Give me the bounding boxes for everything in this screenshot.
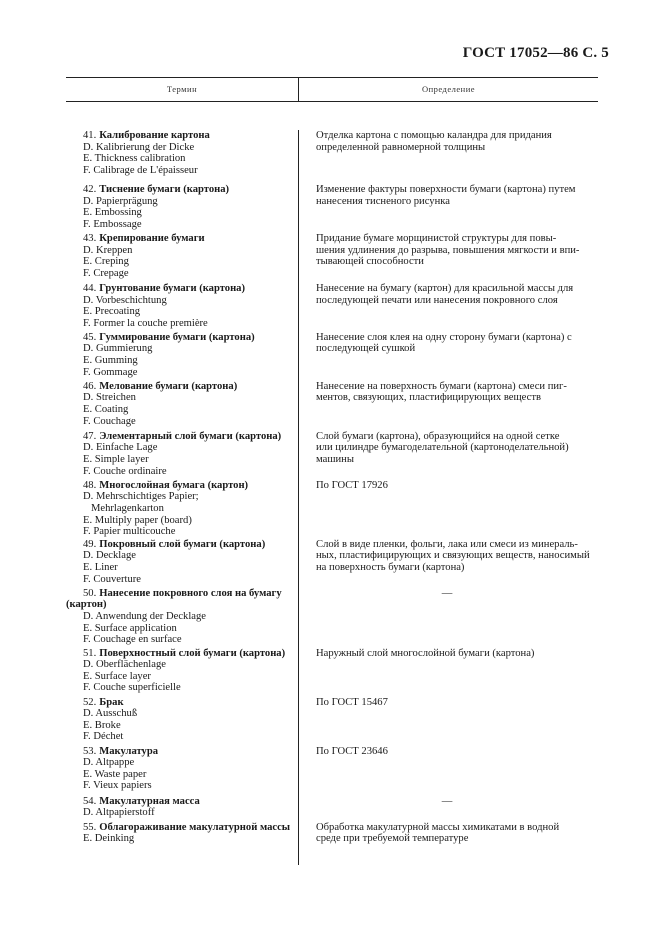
term-french: F. Couchage	[83, 415, 136, 427]
term-russian: Поверхностный слой бумаги (картона)	[99, 647, 286, 659]
term-french: F. Couverture	[83, 573, 141, 585]
term-ru-line	[83, 184, 298, 196]
term-cell	[66, 283, 298, 329]
term-german: D. Kalibrierung der Dicke	[83, 141, 195, 153]
term-entry	[66, 130, 598, 176]
term-entry	[66, 539, 598, 585]
term-number: 48.	[83, 479, 97, 491]
term-russian: Покровный слой бумаги (картона)	[99, 538, 266, 550]
term-number: 46.	[83, 380, 97, 392]
term-cell	[66, 184, 298, 230]
term-german: D. Oberflächenlage	[83, 659, 166, 671]
term-number: 47.	[83, 430, 97, 442]
term-cell	[66, 588, 298, 646]
definition-cell	[298, 431, 598, 477]
definition-cell	[298, 480, 598, 538]
term-ru-line	[83, 648, 298, 660]
term-english: E. Embossing	[83, 207, 142, 219]
term-french: F. Couchage en surface	[83, 634, 182, 646]
definition-line: Слой бумаги (картона), образующийся на одной сетке	[316, 430, 560, 442]
term-english: E. Multiply paper (board)	[83, 514, 192, 526]
definition-cell	[298, 648, 598, 694]
term-german: D. Streichen	[83, 392, 136, 404]
definition-line: нанесения тисненого рисунка	[316, 195, 450, 207]
term-entry	[66, 233, 598, 279]
definition-cell	[298, 822, 598, 845]
definition-cell	[298, 233, 598, 279]
term-german: D. Altpapierstoff	[83, 807, 155, 819]
term-french: F. Gommage	[83, 366, 138, 378]
term-french: F. Former la couche première	[83, 317, 208, 329]
term-ru-line	[83, 130, 298, 142]
term-russian: Облагораживание макулатурной массы	[99, 821, 291, 833]
term-entry	[66, 796, 598, 819]
term-entry	[66, 648, 598, 694]
term-english: E. Waste paper	[83, 768, 147, 780]
term-cell	[66, 539, 298, 585]
term-number: 49.	[83, 538, 97, 550]
term-ru-line	[83, 746, 298, 758]
term-ru-line	[83, 796, 298, 808]
term-german: D. Vorbeschichtung	[83, 294, 167, 306]
definition-line: ментов, связующих, пластифицирующих веществ	[316, 392, 541, 404]
term-german: D. Mehrschichtiges Papier;	[83, 491, 199, 503]
term-ru-line	[83, 381, 298, 393]
term-ru-line	[83, 588, 298, 600]
term-english: E. Liner	[83, 561, 118, 573]
term-russian: Тиснение бумаги (картона)	[99, 183, 230, 195]
term-cell	[66, 796, 298, 819]
definition-line: тывающей способности	[316, 256, 424, 268]
term-entry	[66, 697, 598, 743]
definition-line: Наружный слой многослойной бумаги (картона)	[316, 647, 535, 659]
term-russian-continued: (картон)	[66, 599, 107, 611]
term-number: 55.	[83, 821, 97, 833]
term-cell	[66, 130, 298, 176]
term-english: E. Broke	[83, 719, 121, 731]
term-russian: Калибрование картона	[99, 130, 210, 141]
term-number: 51.	[83, 647, 97, 659]
term-english: E. Deinking	[83, 833, 135, 845]
term-russian: Брак	[99, 696, 124, 708]
definition-cell	[298, 332, 598, 378]
term-entry	[66, 332, 598, 378]
definition-line: —	[441, 587, 453, 599]
term-german: D. Kreppen	[83, 244, 133, 256]
term-number: 45.	[83, 331, 97, 343]
definition-cell	[298, 130, 598, 176]
term-cell	[66, 822, 298, 845]
term-english: E. Surface layer	[83, 670, 151, 682]
term-ru-line	[83, 332, 298, 344]
term-entry	[66, 431, 598, 477]
term-number: 54.	[83, 795, 97, 807]
term-french: F. Couche ordinaire	[83, 465, 167, 477]
term-russian: Элементарный слой бумаги (картона)	[99, 430, 282, 442]
term-english: E. Surface application	[83, 622, 177, 634]
definition-line: или цилиндре бумагоделательной (картоноделательной)	[316, 442, 569, 454]
term-number: 42.	[83, 183, 97, 195]
definition-line: шения удлинения до разрыва, повышения мягкости и впи-	[316, 244, 580, 256]
term-ru-line	[83, 539, 298, 551]
term-entry	[66, 746, 598, 792]
definition-line: ных, пластифицирующих и связующих веществ, наносимый	[316, 550, 590, 562]
term-russian: Многослойная бумага (картон)	[99, 479, 249, 491]
term-english: E. Thickness calibration	[83, 153, 186, 165]
definition-line: Слой в виде пленки, фольги, лака или смеси из минераль-	[316, 538, 578, 550]
term-english: E. Simple layer	[83, 454, 149, 465]
term-russian: Грунтование бумаги (картона)	[99, 282, 246, 294]
term-russian: Нанесение покровного слоя на бумагу	[99, 587, 282, 599]
column-header-definition: Определение	[421, 84, 476, 94]
term-russian: Макулатурная масса	[99, 795, 200, 807]
term-english: E. Precoating	[83, 306, 141, 318]
term-ru-line	[83, 697, 298, 709]
term-cell	[66, 648, 298, 694]
definition-line: определенной равномерной толщины	[316, 141, 486, 153]
term-french: F. Vieux papiers	[83, 780, 152, 792]
term-entry	[66, 588, 598, 646]
term-cell	[66, 332, 298, 378]
definition-line: машины	[316, 454, 354, 465]
table-body	[66, 130, 598, 865]
term-german: D. Einfache Lage	[83, 442, 158, 454]
definition-cell	[298, 283, 598, 329]
definition-line: Нанесение на бумагу (картон) для красильной массы для	[316, 282, 574, 294]
definition-line: Придание бумаге морщинистой структуры для повы-	[316, 232, 557, 244]
definition-line: По ГОСТ 23646	[316, 745, 388, 757]
term-german: D. Ausschuß	[83, 708, 138, 720]
term-entry	[66, 480, 598, 538]
term-entry	[66, 283, 598, 329]
definition-line: среде при требуемой температуре	[316, 833, 469, 845]
term-number: 43.	[83, 232, 97, 244]
terms-table	[66, 77, 598, 865]
definition-line: —	[441, 795, 453, 807]
definition-line: Обработка макулатурной массы химикатами в водной	[316, 821, 560, 833]
term-number: 50.	[83, 587, 97, 599]
column-header-term: Термин	[66, 78, 299, 101]
term-french: F. Couche superficielle	[83, 682, 181, 694]
definition-line: последующей печати или нанесения покровного слоя	[316, 294, 558, 306]
term-number: 41.	[83, 130, 97, 141]
table-header	[66, 78, 598, 102]
term-german: D. Decklage	[83, 550, 136, 562]
definition-line: Нанесение слоя клея на одну сторону бумаги (картона) с	[316, 331, 572, 343]
definition-line: Отделка картона с помощью каландра для придания	[316, 130, 552, 141]
definition-cell	[298, 746, 598, 792]
term-cell	[66, 480, 298, 538]
term-german: Mehrlagenkarton	[83, 502, 164, 514]
term-number: 53.	[83, 745, 97, 757]
definition-cell	[298, 184, 598, 230]
term-cell	[66, 697, 298, 743]
term-french: F. Déchet	[83, 731, 124, 743]
term-english: E. Gumming	[83, 355, 138, 367]
term-ru-line	[83, 822, 298, 834]
term-german: D. Gummierung	[83, 343, 153, 355]
term-cell	[66, 233, 298, 279]
definition-line: Изменение фактуры поверхности бумаги (картона) путем	[316, 183, 576, 195]
column-divider	[298, 130, 299, 865]
term-number: 44.	[83, 282, 97, 294]
definition-cell	[298, 796, 598, 819]
term-french: F. Papier multicouche	[83, 526, 176, 538]
definition-cell	[298, 539, 598, 585]
term-french: F. Crepage	[83, 267, 129, 279]
term-entry	[66, 381, 598, 427]
term-english: E. Creping	[83, 256, 129, 268]
definition-line: По ГОСТ 15467	[316, 696, 388, 708]
definition-cell	[298, 381, 598, 427]
term-cell	[66, 381, 298, 427]
page-header: ГОСТ 17052—86 С. 5	[462, 45, 609, 61]
definition-line: на поверхность бумаги (картона)	[316, 561, 465, 573]
term-english: E. Coating	[83, 404, 129, 416]
term-russian: Гуммирование бумаги (картона)	[99, 331, 255, 343]
term-french: F. Calibrage de L'épaisseur	[83, 164, 198, 176]
term-german: D. Anwendung der Decklage	[83, 610, 206, 622]
term-cell	[66, 746, 298, 792]
definition-line: Нанесение на поверхность бумаги (картона) смеси пиг-	[316, 380, 567, 392]
definition-line: По ГОСТ 17926	[316, 479, 388, 491]
term-cell	[66, 431, 298, 477]
term-russian: Макулатура	[99, 745, 159, 757]
definition-cell	[298, 588, 598, 646]
term-ru-line	[83, 233, 298, 245]
definition-cell	[298, 697, 598, 743]
term-ru-line	[83, 431, 298, 443]
term-number: 52.	[83, 696, 97, 708]
definition-line: последующей сушкой	[316, 343, 416, 355]
term-ru-line	[83, 480, 298, 492]
term-ru-line	[83, 283, 298, 295]
term-french: F. Embossage	[83, 218, 142, 230]
term-german: D. Papierprägung	[83, 195, 158, 207]
term-russian: Мелование бумаги (картона)	[99, 380, 238, 392]
term-entry	[66, 822, 598, 845]
term-russian: Крепирование бумаги	[99, 232, 205, 244]
term-entry	[66, 184, 598, 230]
term-german: D. Altpappe	[83, 757, 135, 769]
